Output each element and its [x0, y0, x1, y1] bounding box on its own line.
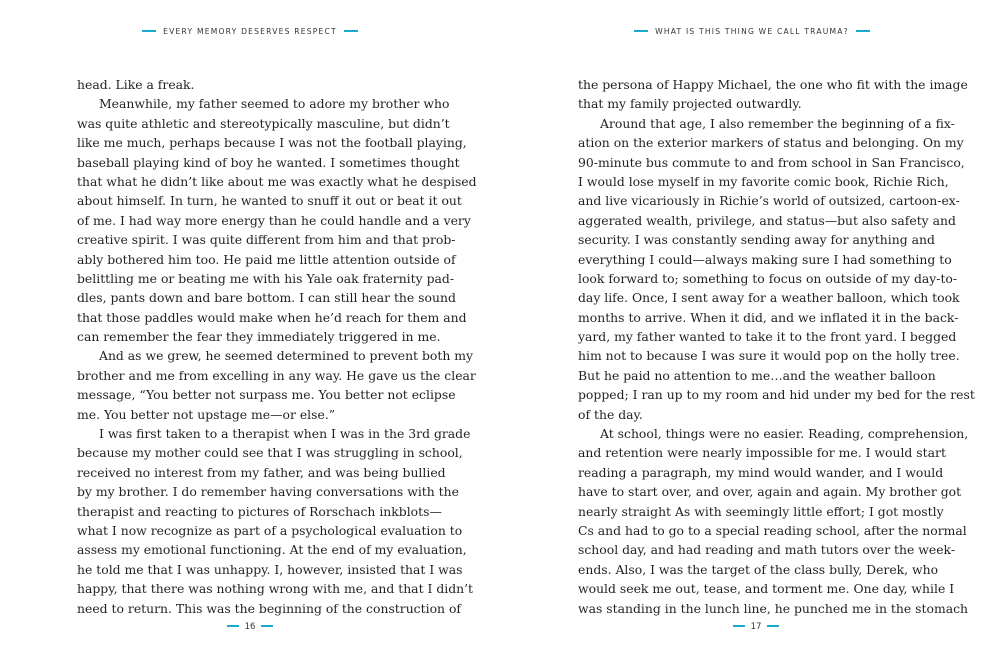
text-line: day life. Once, I sent away for a weather balloon, which took: [578, 290, 960, 306]
text-line: baseball playing kind of boy he wanted. I sometimes thought: [77, 154, 460, 170]
text-line: everything I could—always making sure I had something to: [578, 251, 952, 267]
text-line: aggerated wealth, privilege, and status—but also safety and: [578, 212, 956, 228]
page-number-left: [0, 622, 500, 632]
text-line: need to return. This was the beginning of the construction of: [77, 600, 461, 616]
text-line: message, “You better not surpass me. You better not eclipse: [77, 387, 456, 403]
text-line: by my brother. I do remember having conversations with the: [77, 484, 459, 500]
text-line: At school, things were no easier. Reading, comprehension,: [600, 426, 969, 442]
text-line: of me. I had way more energy than he could handle and a very: [77, 212, 471, 228]
text-line: he told me that I was unhappy. I, however, insisted that I was: [77, 561, 463, 577]
text-line: head. Like a freak.: [77, 77, 195, 92]
text-line: Cs and had to go to a special reading school, after the normal: [578, 522, 967, 538]
text-line: I was first taken to a therapist when I was in the 3rd grade: [99, 426, 471, 442]
text-line: reading a paragraph, my mind would wander, and I would: [578, 464, 944, 480]
running-head-text: WHAT IS THIS THING WE CALL TRAUMA?: [655, 27, 849, 36]
right-page: [500, 0, 1000, 667]
text-line: about himself. In turn, he wanted to snuff it out or beat it out: [77, 193, 462, 209]
body-text-left: [77, 75, 477, 618]
text-line: months to arrive. When it did, and we inflated it in the back-: [578, 309, 959, 325]
text-line: ends. Also, I was the target of the class bully, Derek, who: [578, 561, 939, 577]
text-line: because my mother could see that I was struggling in school,: [77, 445, 463, 461]
text-line: the persona of Happy Michael, the one who fit with the image: [578, 77, 968, 92]
text-line: assess my emotional functioning. At the end of my evaluation,: [77, 542, 467, 558]
rule-dash-icon: [767, 625, 779, 627]
text-line: But he paid no attention to me…and the weather balloon: [578, 367, 936, 383]
text-line: like me much, perhaps because I was not the football playing,: [77, 135, 467, 151]
rule-dash-icon: [733, 625, 745, 627]
text-line: was standing in the lunch line, he punched me in the stomach: [578, 600, 969, 616]
running-head-text: EVERY MEMORY DESERVES RESPECT: [163, 27, 337, 36]
text-line: look forward to; something to focus on outside of my day-to-: [578, 270, 958, 286]
text-line: and retention were nearly impossible for me. I would start: [578, 445, 946, 461]
text-line: what I now recognize as part of a psychological evaluation to: [77, 522, 463, 538]
text-line: dles, pants down and bare bottom. I can still hear the sound: [77, 290, 456, 306]
text-line: brother and me from excelling in any way. He gave us the clear: [77, 367, 476, 383]
text-line: Around that age, I also remember the beginning of a fix-: [600, 115, 955, 131]
text-line: school day, and had reading and math tutors over the week-: [578, 542, 956, 558]
text-line: happy, that there was nothing wrong with me, and that I didn’t: [77, 581, 474, 597]
text-line: was quite athletic and stereotypically masculine, but didn’t: [77, 115, 450, 131]
text-line: ably bothered him too. He paid me little attention outside of: [77, 251, 456, 267]
running-head-right: [502, 27, 1000, 36]
text-line: received no interest from my father, and was being bullied: [77, 464, 446, 480]
page-number-text: 17: [750, 622, 762, 632]
text-line: creative spirit. I was quite different from him and that prob-: [77, 232, 456, 248]
rule-dash-icon: [227, 625, 239, 627]
text-line: and live vicariously in Richie’s world of outsized, cartoon-ex-: [578, 193, 960, 209]
rule-dash-icon: [344, 30, 358, 32]
body-text-right: [578, 75, 975, 618]
text-line: would seek me out, tease, and torment me. One day, while I: [578, 581, 955, 597]
text-line: that those paddles would make when he’d reach for them and: [77, 309, 467, 325]
page-number-text: 16: [244, 622, 256, 632]
text-line: Meanwhile, my father seemed to adore my brother who: [99, 96, 450, 112]
text-line: popped; I ran up to my room and hid under my bed for the rest: [578, 387, 975, 403]
text-line: yard, my father wanted to take it to the front yard. I begged: [578, 329, 957, 345]
text-line: can remember the fear they immediately triggered in me.: [77, 329, 441, 345]
rule-dash-icon: [142, 30, 156, 32]
text-line: that my family projected outwardly.: [578, 96, 802, 112]
text-line: have to start over, and over, again and again. My brother got: [578, 484, 962, 500]
text-line: ation on the exterior markers of status and belonging. On my: [578, 135, 964, 151]
rule-dash-icon: [856, 30, 870, 32]
text-line: that what he didn’t like about me was exactly what he despised: [77, 173, 477, 189]
text-line: security. I was constantly sending away for anything and: [578, 232, 935, 248]
text-line: me. You better not upstage me—or else.”: [77, 406, 336, 422]
text-line: therapist and reacting to pictures of Rorschach inkblots—: [77, 503, 442, 519]
running-head-left: [0, 27, 500, 36]
rule-dash-icon: [261, 625, 273, 627]
text-line: him not to because I was sure it would pop on the holly tree.: [578, 348, 960, 364]
text-line: And as we grew, he seemed determined to prevent both my: [99, 348, 474, 364]
page-number-right: [506, 622, 1000, 632]
text-line: 90-minute bus commute to and from school in San Francisco,: [578, 154, 965, 170]
text-line: of the day.: [578, 406, 643, 422]
rule-dash-icon: [634, 30, 648, 32]
text-line: I would lose myself in my favorite comic book, Richie Rich,: [578, 173, 949, 189]
text-line: nearly straight As with seemingly little effort; I got mostly: [578, 503, 944, 519]
text-line: belittling me or beating me with his Yale oak fraternity pad-: [77, 270, 455, 286]
